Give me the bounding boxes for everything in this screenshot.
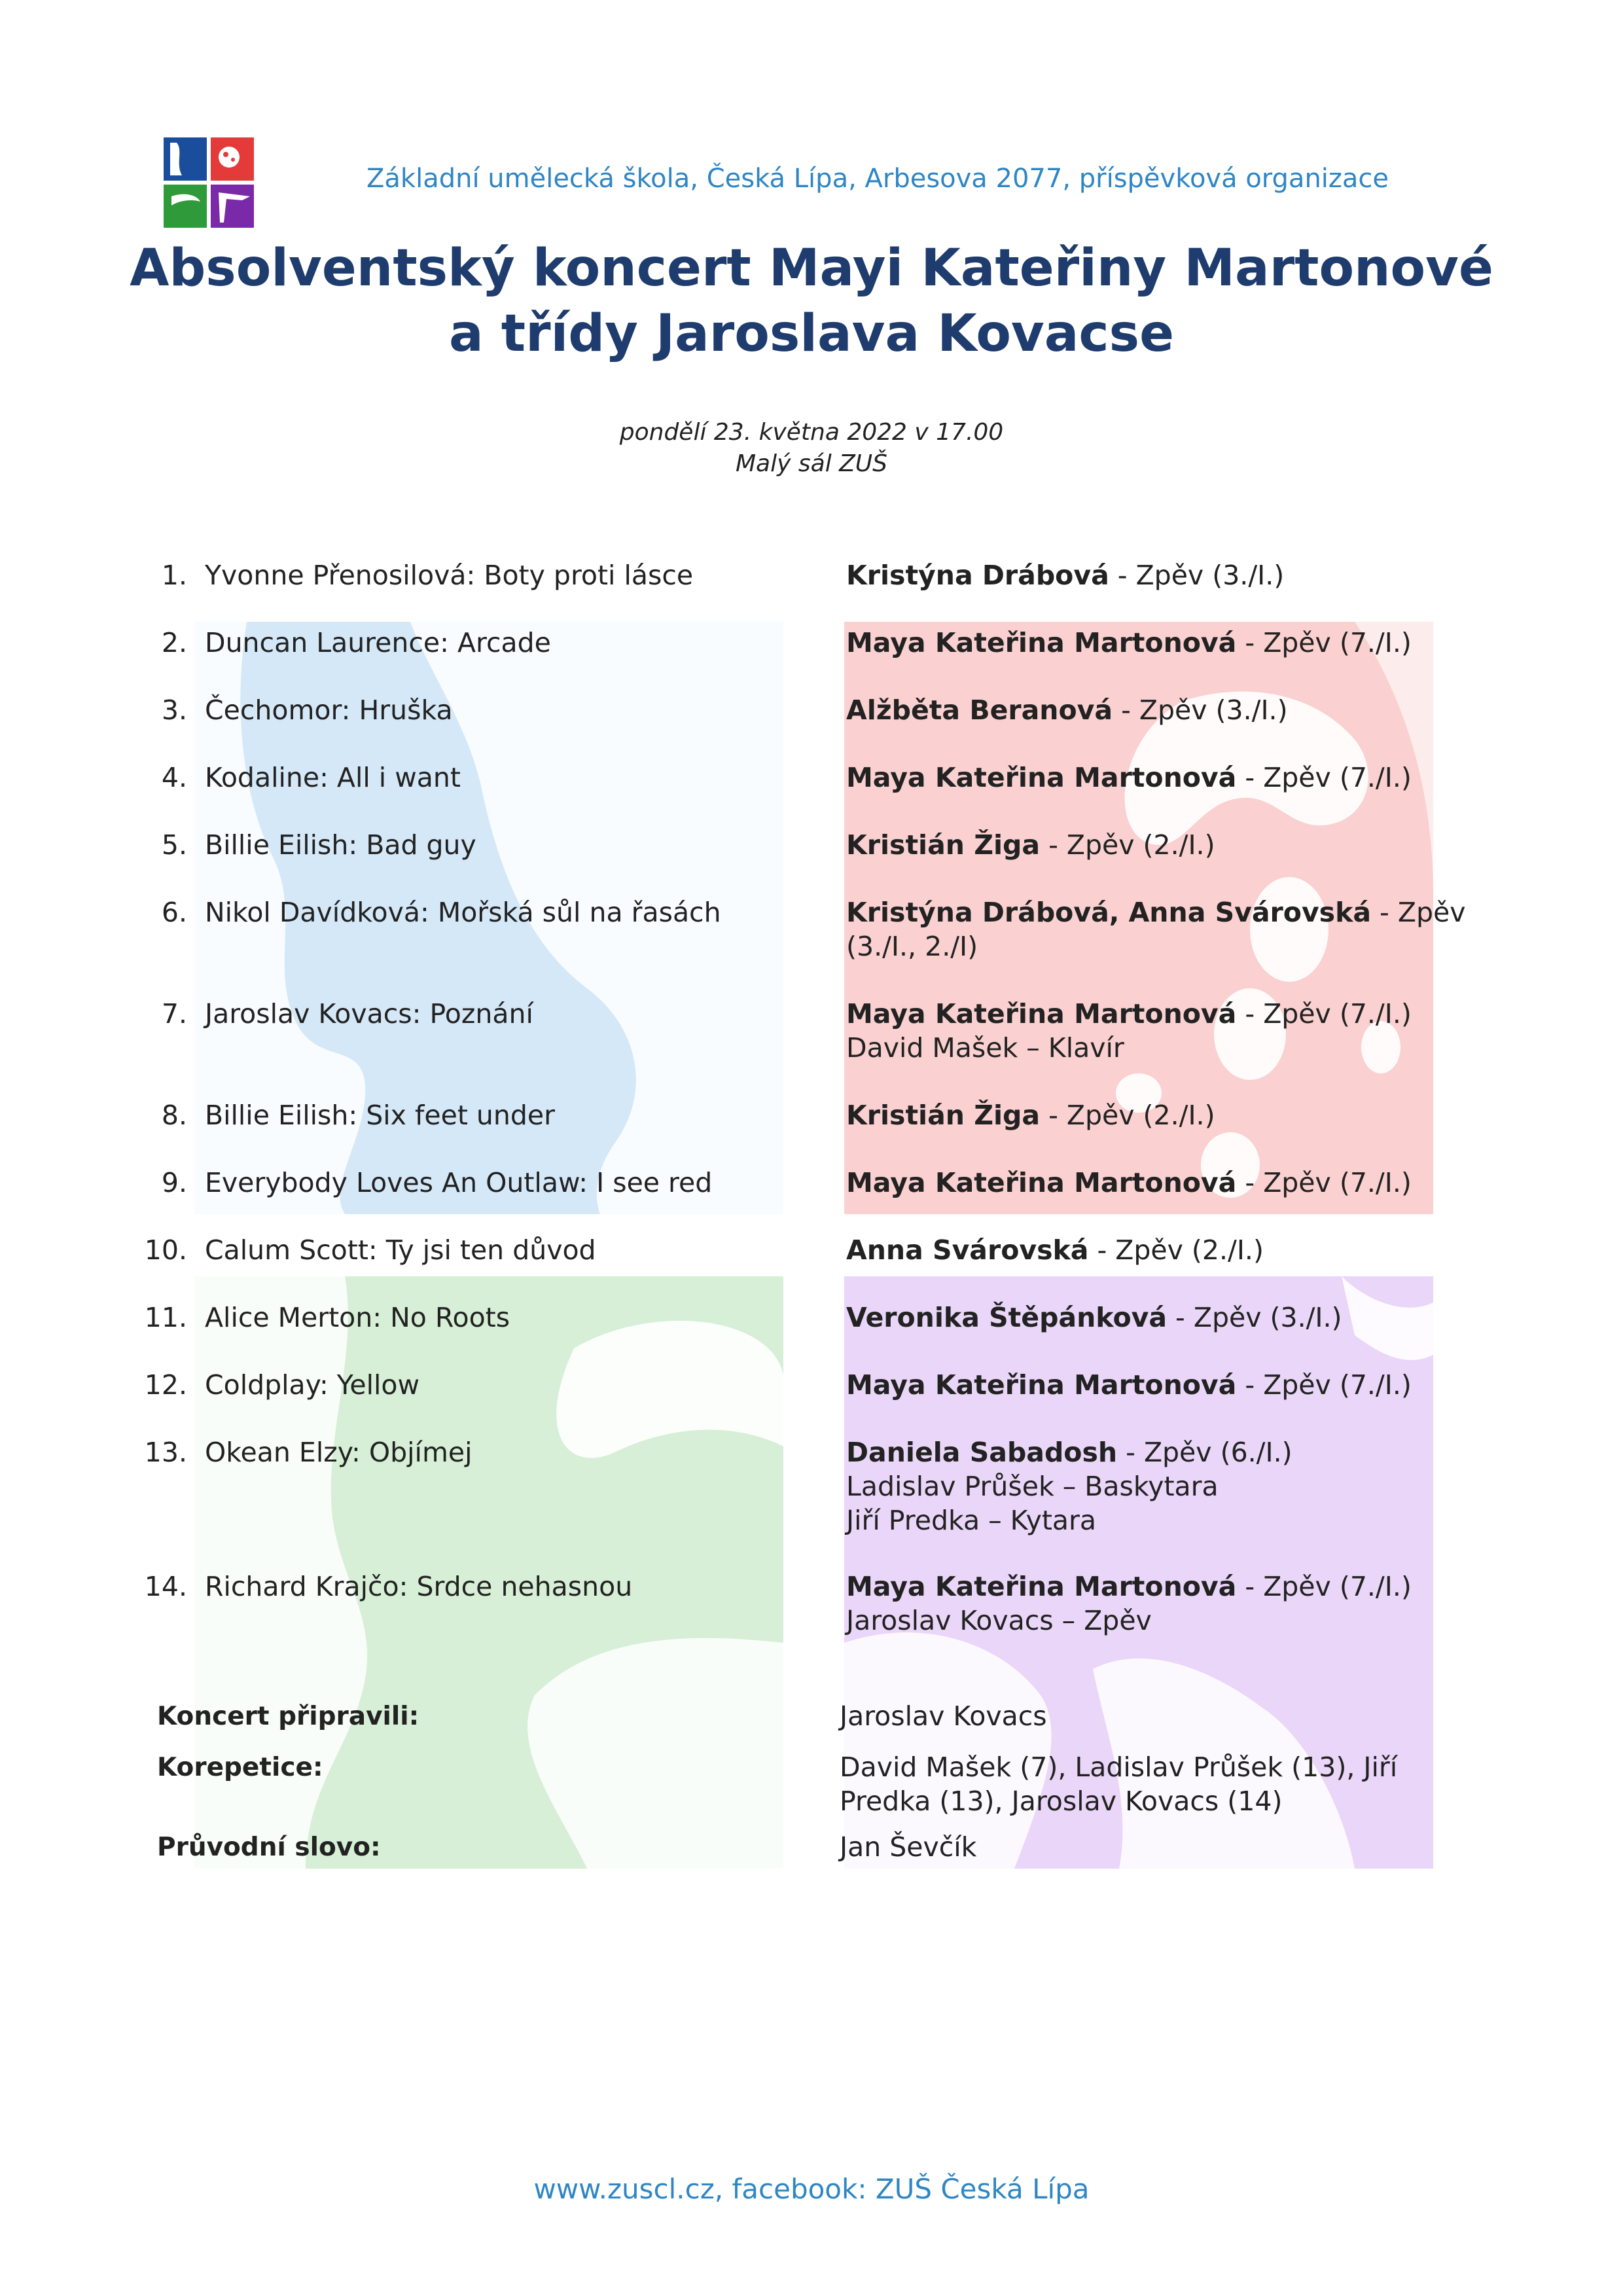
concert-venue: Malý sál ZUŠ	[736, 450, 887, 477]
accompanist-line: David Mašek – Klavír	[846, 1032, 1124, 1064]
program-item-song: Čechomor: Hruška	[205, 694, 453, 726]
performer-line	[846, 761, 1488, 795]
program-item-song: Richard Krajčo: Srdce nehasnou	[205, 1571, 633, 1602]
performer-name: Maya Kateřina Martonová	[846, 627, 1237, 658]
program-item-number: 9.	[161, 1167, 187, 1198]
performer-part: - Zpěv (3./I.)	[1167, 1302, 1342, 1333]
performer-name: Kristýna Drábová	[846, 560, 1109, 591]
credit-value: Jan Ševčík	[840, 1831, 977, 1863]
program-item-performers	[846, 1435, 1488, 1537]
program-item-performers	[846, 1368, 1488, 1402]
program-item-number: 1.	[161, 560, 187, 591]
performer-line	[846, 693, 1488, 727]
program-item-song: Coldplay: Yellow	[205, 1369, 420, 1401]
performer-name: Maya Kateřina Martonová	[846, 998, 1237, 1030]
program-item-performers	[846, 558, 1488, 592]
program-item-performers	[846, 761, 1488, 795]
performer-part: - Zpěv (7./I.)	[1236, 1167, 1412, 1198]
performer-part: - Zpěv (3./I.)	[1113, 694, 1288, 726]
performer-line	[846, 997, 1488, 1031]
program-item-number: 3.	[161, 694, 187, 726]
program-item-number: 4.	[161, 762, 187, 793]
performer-part: - Zpěv (2./I.)	[1040, 829, 1215, 861]
performer-line	[846, 626, 1488, 660]
concert-date: pondělí 23. května 2022 v 17.00	[619, 419, 1004, 446]
program-item-song: Billie Eilish: Bad guy	[205, 829, 476, 861]
performer-line	[846, 1368, 1488, 1402]
program-item-performers	[846, 895, 1488, 963]
credit-value: Jaroslav Kovacs	[840, 1700, 1047, 1732]
credit-label: Korepetice:	[157, 1753, 323, 1782]
program-item-number: 5.	[161, 829, 187, 861]
performer-line	[846, 1300, 1488, 1335]
program-item-performers	[846, 828, 1488, 862]
performer-part: - Zpěv (7./I.)	[1236, 1571, 1412, 1602]
concert-title-line1: Absolventský koncert Mayi Kateřiny Martonové	[130, 239, 1493, 298]
performer-name: Maya Kateřina Martonová	[846, 762, 1237, 793]
program-item-song: Kodaline: All i want	[205, 762, 461, 793]
performer-part: - Zpěv (7./I.)	[1236, 627, 1412, 658]
performer-name: Maya Kateřina Martonová	[846, 1571, 1237, 1602]
performer-line	[846, 1166, 1488, 1200]
performer-part: - Zpěv (7./I.)	[1236, 998, 1412, 1030]
performer-part: - Zpěv (3./I., 2./I)	[846, 897, 1466, 962]
program-item-performers	[846, 1570, 1488, 1638]
school-logo	[164, 137, 255, 229]
credit-value: David Mašek (7), Ladislav Průšek (13), Jiří Predka (13), Jaroslav Kovacs (14)	[840, 1751, 1398, 1817]
accompanist-line: Jiří Predka – Kytara	[846, 1505, 1097, 1536]
program-item-performers	[846, 693, 1488, 727]
program-item-number: 7.	[161, 998, 187, 1030]
program-item-number: 10.	[144, 1234, 187, 1266]
program-item-performers	[846, 997, 1488, 1065]
performer-name: Kristián Žiga	[846, 1100, 1041, 1131]
performer-name: Maya Kateřina Martonová	[846, 1167, 1237, 1198]
performer-line	[846, 1233, 1488, 1267]
program-item-song: Alice Merton: No Roots	[205, 1302, 510, 1333]
program-item-number: 14.	[144, 1571, 187, 1602]
program-item-song: Jaroslav Kovacs: Poznání	[205, 998, 533, 1030]
program-item-number: 8.	[161, 1100, 187, 1131]
performer-line	[846, 558, 1488, 592]
performer-name: Daniela Sabadosh	[846, 1437, 1118, 1468]
performer-line	[846, 895, 1488, 963]
performer-name: Kristýna Drábová, Anna Svárovská	[846, 897, 1372, 928]
accompanist-line: Jaroslav Kovacs – Zpěv	[846, 1605, 1152, 1636]
performer-name: Maya Kateřina Martonová	[846, 1369, 1237, 1401]
program-item-song: Billie Eilish: Six feet under	[205, 1100, 556, 1131]
program-item-song: Everybody Loves An Outlaw: I see red	[205, 1167, 713, 1198]
performer-part: - Zpěv (3./I.)	[1109, 560, 1285, 591]
performer-name: Anna Svárovská	[846, 1234, 1089, 1266]
program-item-performers	[846, 1098, 1488, 1132]
performer-part: - Zpěv (7./I.)	[1236, 1369, 1412, 1401]
program-item-performers	[846, 1300, 1488, 1335]
program-item-song: Nikol Davídková: Mořská sůl na řasách	[205, 897, 721, 928]
performer-line	[846, 1570, 1488, 1604]
performer-part: - Zpěv (7./I.)	[1236, 762, 1412, 793]
program-item-song: Duncan Laurence: Arcade	[205, 627, 551, 658]
performer-name: Alžběta Beranová	[846, 694, 1113, 726]
logo-symbols-icon	[164, 137, 255, 229]
accompanist-line: Ladislav Průšek – Baskytara	[846, 1471, 1219, 1502]
school-name: Základní umělecká škola, Česká Lípa, Arbesova 2077, příspěvková organizace	[366, 164, 1389, 194]
program-item-song: Okean Elzy: Objímej	[205, 1437, 473, 1468]
performer-part: - Zpěv (2./I.)	[1088, 1234, 1264, 1266]
program-item-song: Yvonne Přenosilová: Boty proti lásce	[205, 560, 694, 591]
program-item-performers	[846, 1233, 1488, 1267]
performer-part: - Zpěv (6./I.)	[1117, 1437, 1293, 1468]
performer-part: - Zpěv (2./I.)	[1040, 1100, 1215, 1131]
performer-line	[846, 828, 1488, 862]
performer-line	[846, 1435, 1488, 1469]
program-item-song: Calum Scott: Ty jsi ten důvod	[205, 1234, 596, 1266]
performer-name: Veronika Štěpánková	[846, 1302, 1167, 1333]
program-item-number: 12.	[144, 1369, 187, 1401]
program-item-performers	[846, 626, 1488, 660]
performer-name: Kristián Žiga	[846, 829, 1041, 861]
program-item-number: 13.	[144, 1437, 187, 1468]
program-item-performers	[846, 1166, 1488, 1200]
program-item-number: 11.	[144, 1302, 187, 1333]
credit-label: Koncert připravili:	[157, 1702, 419, 1731]
program-item-number: 6.	[161, 897, 187, 928]
performer-line	[846, 1098, 1488, 1132]
program-item-number: 2.	[161, 627, 187, 658]
footer-links[interactable]: www.zuscl.cz, facebook: ZUŠ Česká Lípa	[533, 2173, 1090, 2205]
credit-label: Průvodní slovo:	[157, 1833, 381, 1862]
concert-title-line2: a třídy Jaroslava Kovacse	[449, 304, 1174, 363]
